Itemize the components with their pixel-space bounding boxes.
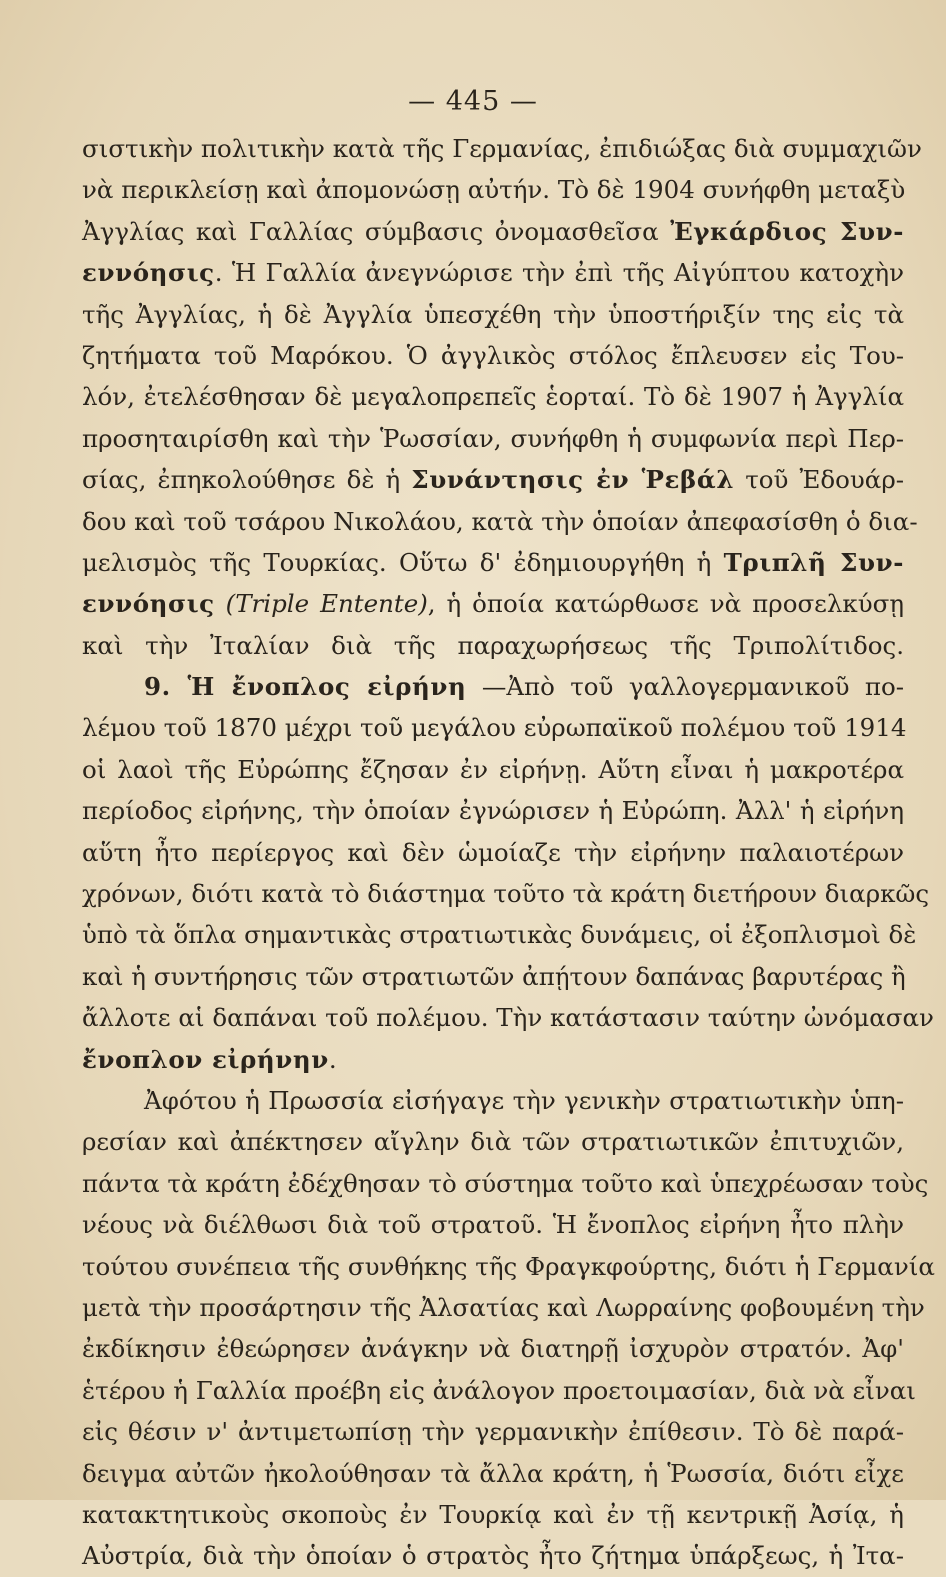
text-line bbox=[82, 1080, 904, 1121]
line-text: λόν, ἐτελέσθησαν δὲ μεγαλοπρεπεῖς ἑορταί. Τὸ δὲ 1907 ἡ Ἀγγλία bbox=[82, 382, 904, 412]
line-text: δειγμα αὐτῶν ἠκολούθησαν τὰ ἄλλα κράτη, ἡ Ῥωσσία, διότι εἶχε bbox=[82, 1458, 904, 1488]
line-text: πάντα τὰ κράτη ἐδέχθησαν τὸ σύστημα τοῦτο καὶ ὑπεχρέωσαν τοὺς bbox=[82, 1168, 929, 1198]
line-text: Αὐστρία, διὰ τὴν ὁποίαν ὁ στρατὸς ἦτο ζήτημα ὑπάρξεως, ἡ Ἰτα- bbox=[82, 1541, 904, 1571]
text-line bbox=[82, 832, 904, 873]
bold-term: Τριπλῆ Συν- bbox=[723, 547, 904, 577]
text-line bbox=[82, 128, 922, 169]
page-number: — 445 — bbox=[408, 86, 538, 117]
line-text: εἰς θέσιν ν' ἀντιμετωπίσῃ τὴν γερμανικὴν ἐπίθεσιν. Τὸ δὲ παρά- bbox=[82, 1417, 904, 1447]
text-line bbox=[82, 666, 904, 707]
line-text: περίοδος εἰρήνης, τὴν ὁποίαν ἐγνώρισεν ἡ Εὐρώπη. Ἀλλ' ἡ εἰρήνη bbox=[82, 796, 904, 826]
line-text: δου καὶ τοῦ τσάρου Νικολάου, κατὰ τὴν ὁποίαν ἀπεφασίσθη ὁ δια- bbox=[82, 506, 918, 536]
line-text: , ἡ ὁποία κατώρθωσε νὰ προσελκύσῃ bbox=[427, 589, 904, 619]
text-line bbox=[82, 914, 917, 955]
line-text: χρόνων, διότι κατὰ τὸ διάστημα τοῦτο τὰ κράτη διετήρουν διαρκῶς bbox=[82, 879, 930, 909]
text-line bbox=[82, 583, 904, 624]
bold-term: Συνάντησις ἐν Ῥεβάλ bbox=[411, 465, 735, 495]
text-line bbox=[82, 997, 934, 1038]
line-text: . Ἡ Γαλλία ἀνεγνώρισε τὴν ἐπὶ τῆς Αἰγύπτου κατοχὴν bbox=[214, 258, 904, 288]
line-text: μετὰ τὴν προσάρτησιν τῆς Ἀλσατίας καὶ Λωρραίνης φοβουμένη τὴν bbox=[82, 1292, 925, 1322]
line-text: σίας, ἐπηκολούθησε δὲ ἡ bbox=[82, 465, 412, 495]
line-text: νέους νὰ διέλθωσι διὰ τοῦ στρατοῦ. Ἡ ἔνοπλος εἰρήνη ἦτο πλὴν bbox=[82, 1210, 904, 1240]
line-text: λέμου τοῦ 1870 μέχρι τοῦ μεγάλου εὐρωπαϊκοῦ πολέμου τοῦ 1914 bbox=[82, 713, 907, 743]
bold-term: εννόησις bbox=[82, 258, 215, 288]
text-line bbox=[82, 707, 907, 748]
text-line bbox=[82, 252, 904, 293]
line-text: ρεσίαν καὶ ἀπέκτησεν αἴγλην διὰ τῶν στρατιωτικῶν ἐπιτυχιῶν, bbox=[82, 1127, 904, 1157]
text-line bbox=[82, 956, 904, 997]
text-line bbox=[82, 1411, 904, 1452]
line-text: ζητήματα τοῦ Μαρόκου. Ὁ ἀγγλικὸς στόλος ἔπλευσεν εἰς Του- bbox=[82, 340, 904, 370]
text-line bbox=[82, 749, 904, 790]
text-line bbox=[82, 501, 918, 542]
bold-term: Ἐγκάρδιος Συν- bbox=[670, 216, 904, 246]
body-text bbox=[82, 128, 935, 1577]
line-text: τοῦ Ἐδουάρ- bbox=[734, 465, 905, 495]
text-line bbox=[82, 1163, 929, 1204]
line-text: . bbox=[328, 1044, 337, 1074]
line-text: Ἀφότου ἡ Πρωσσία εἰσήγαγε τὴν γενικὴν στρατιωτικὴν ὑπη- bbox=[144, 1085, 904, 1115]
text-line bbox=[82, 1204, 904, 1245]
text-line bbox=[82, 1246, 935, 1287]
text-line bbox=[82, 1121, 904, 1162]
text-line bbox=[82, 1287, 925, 1328]
line-text: ἄλλοτε αἱ δαπάναι τοῦ πολέμου. Τὴν κατάστασιν ταύτην ὠνόμασαν bbox=[82, 1003, 934, 1033]
text-line bbox=[82, 335, 904, 376]
bold-term: ἔνοπλον εἰρήνην bbox=[82, 1044, 329, 1074]
line-text: ἑτέρου ἡ Γαλλία προέβη εἰς ἀνάλογον προετοιμασίαν, διὰ νὰ εἶναι bbox=[82, 1375, 916, 1405]
bold-term: 9. Ἡ ἔνοπλος εἰρήνη bbox=[144, 672, 467, 702]
line-text: οἱ λαοὶ τῆς Εὐρώπης ἔζησαν ἐν εἰρήνῃ. Αὕτη εἶναι ἡ μακροτέρα bbox=[82, 754, 904, 784]
line-text: τούτου συνέπεια τῆς συνθήκης τῆς Φραγκφούρτης, διότι ἡ Γερμανία bbox=[82, 1251, 935, 1281]
line-text: ἐκδίκησιν ἐθεώρησεν ἀνάγκην νὰ διατηρῇ ἰσχυρὸν στρατόν. Ἀφ' bbox=[82, 1334, 904, 1364]
text-line bbox=[82, 294, 904, 335]
line-text: προσηταιρίσθη καὶ τὴν Ῥωσσίαν, συνήφθη ἡ συμφωνία περὶ Περ- bbox=[82, 423, 904, 453]
text-line bbox=[82, 625, 904, 666]
text-line bbox=[82, 459, 904, 500]
italic-term: (Triple Entente) bbox=[214, 589, 428, 619]
text-line bbox=[82, 376, 904, 417]
line-text: ὑπὸ τὰ ὅπλα σημαντικὰς στρατιωτικὰς δυνάμεις, οἱ ἐξοπλισμοὶ δὲ bbox=[82, 920, 917, 950]
text-line bbox=[82, 211, 904, 252]
line-text: τῆς Ἀγγλίας, ἡ δὲ Ἀγγλία ὑπεσχέθη τὴν ὑποστήριξίν της εἰς τὰ bbox=[82, 299, 904, 329]
line-text: νὰ περικλείσῃ καὶ ἀπομονώσῃ αὐτήν. Τὸ δὲ 1904 συνήφθη μεταξὺ bbox=[82, 175, 906, 205]
line-text: καὶ ἡ συντήρησις τῶν στρατιωτῶν ἀπῄτουν δαπάνας βαρυτέρας ἢ bbox=[82, 961, 906, 991]
line-text: —Ἀπὸ τοῦ γαλλογερμανικοῦ πο- bbox=[466, 672, 904, 702]
line-text: αὕτη ἦτο περίεργος καὶ δὲν ὡμοίαζε τὴν εἰρήνην παλαιοτέρων bbox=[82, 837, 904, 867]
bold-term: εννόησις bbox=[82, 589, 215, 619]
text-line bbox=[82, 1453, 904, 1494]
line-text: κατακτητικοὺς σκοποὺς ἐν Τουρκίᾳ καὶ ἐν τῇ κεντρικῇ Ἀσίᾳ, ἡ bbox=[82, 1499, 904, 1529]
text-line bbox=[82, 542, 904, 583]
text-line bbox=[82, 873, 930, 914]
line-text: μελισμὸς τῆς Τουρκίας. Οὕτω δ' ἐδημιουργήθη ἡ bbox=[82, 547, 724, 577]
text-line bbox=[82, 169, 904, 210]
text-line bbox=[82, 1535, 904, 1576]
line-text: σιστικὴν πολιτικὴν κατὰ τῆς Γερμανίας, ἐπιδιώξας διὰ συμμαχιῶν bbox=[82, 134, 922, 163]
text-line bbox=[82, 790, 904, 831]
line-text: καὶ τὴν Ἰταλίαν διὰ τῆς παραχωρήσεως τῆς Τριπολίτιδος. bbox=[82, 630, 904, 660]
text-line bbox=[82, 1328, 904, 1369]
text-line bbox=[82, 1370, 916, 1411]
text-line bbox=[82, 418, 904, 459]
text-line bbox=[82, 1039, 904, 1080]
text-line bbox=[82, 1494, 904, 1535]
line-text: Ἀγγλίας καὶ Γαλλίας σύμβασις ὀνομασθεῖσα bbox=[82, 216, 671, 246]
